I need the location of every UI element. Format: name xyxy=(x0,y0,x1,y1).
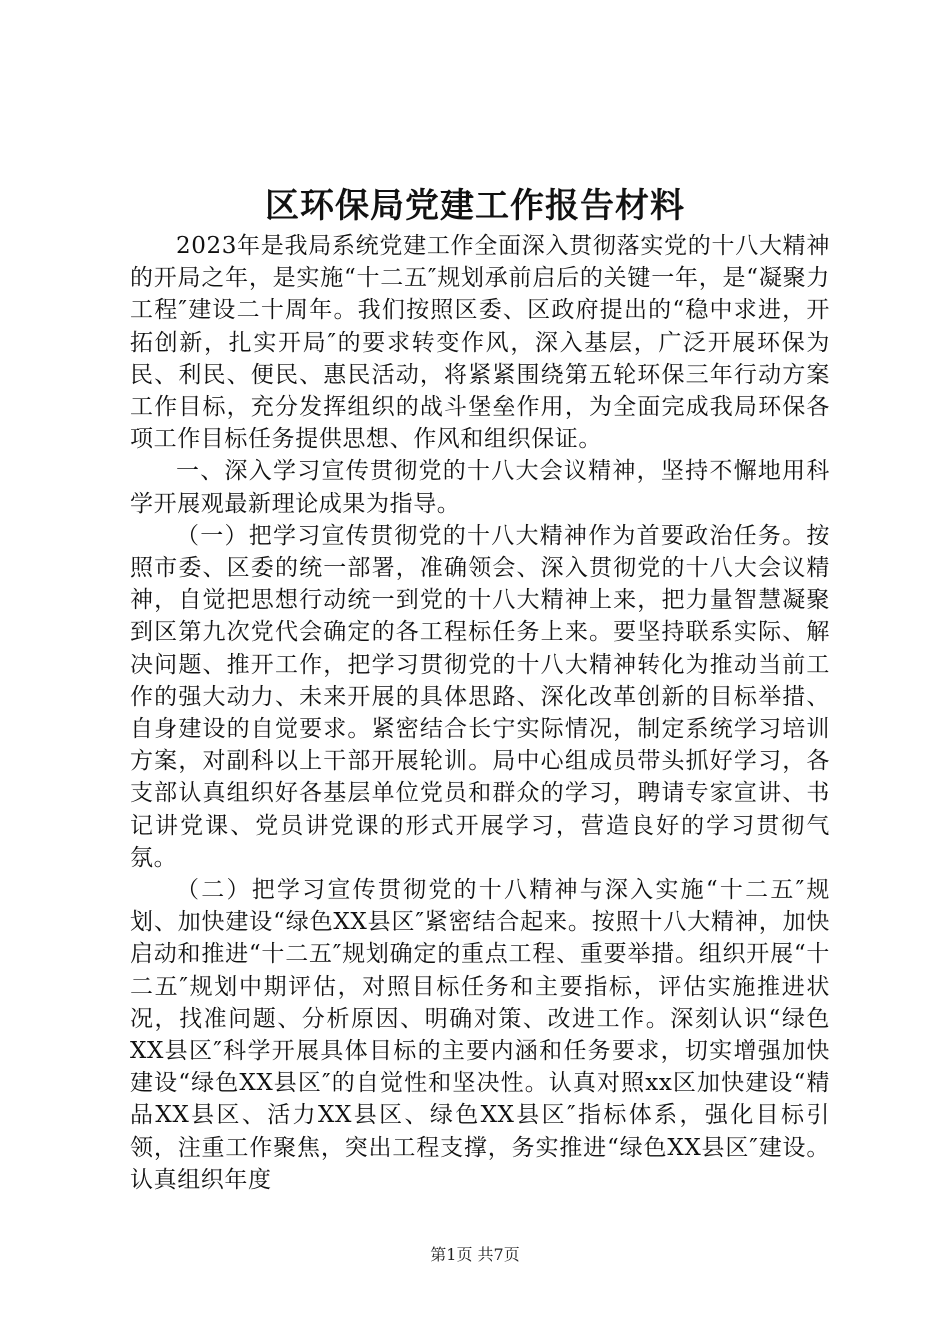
document-body xyxy=(130,230,830,1196)
paragraph-intro: 2023年是我局系统党建工作全面深入贯彻落实党的十八大精神的开局之年，是实施“十二五″规划承前启后的关键一年，是“凝聚力工程″建设二十周年。我们按照区委、区政府提出的“稳中求进，开拓创新，扎实开局″的要求转变作风，深入基层，广泛开展环保为民、利民、便民、惠民活动，将紧紧围绕第五轮环保三年行动方案工作目标，充分发挥组织的战斗堡垒作用，为全面完成我局环保各项工作目标任务提供思想、作风和组织保证。 xyxy=(130,233,830,453)
page-footer: 第1页 共7页 xyxy=(430,1245,520,1264)
paragraph-subsection-one: （一）把学习宣传贯彻党的十八大精神作为首要政治任务。按照市委、区委的统一部署，准确领会、深入贯彻党的十八大会议精神，自觉把思想行动统一到党的十八大精神上来，把力量智慧凝聚到区第九次党代会确定的各工程标任务上来。要坚持联系实际、解决问题、推开工作，把学习贯彻党的十八大精神转化为推动当前工作的强大动力、未来开展的具体思路、深化改革创新的目标举措、自身建设的自觉要求。紧密结合长宁实际情况，制定系统学习培训方案，对副科以上干部开展轮训。局中心组成员带头抓好学习，各支部认真组织好各基层单位党员和群众的学习，聘请专家宣讲、书记讲党课、党员讲党课的形式开展学习，营造良好的学习贯彻气氛。 xyxy=(130,522,830,871)
paragraph-subsection-two: （二）把学习宣传贯彻党的十八精神与深入实施“十二五″规划、加快建设“绿色XX县区″紧密结合起来。按照十八大精神，加快启动和推进“十二五″规划确定的重点工程、重要举措。组织开展“十二五″规划中期评估，对照目标任务和主要指标，评估实施推进状况，找准问题、分析原因、明确对策、改进工作。深刻认识“绿色XX县区″科学开展具体目标的主要内涵和任务要求，切实增强加快建设“绿色XX县区″的自觉性和坚决性。认真对照xx区加快建设“精品XX县区、活力XX县区、绿色XX县区″指标体系，强化目标引领，注重工作聚焦，突出工程支撑，务实推进“绿色XX县区″建设。认真组织年度 xyxy=(130,877,830,1193)
document-title: 区环保局党建工作报告材料 xyxy=(265,186,685,226)
paragraph-section-one-heading: 一、深入学习宣传贯彻党的十八大会议精神，坚持不懈地用科学开展观最新理论成果为指导。 xyxy=(130,458,830,517)
